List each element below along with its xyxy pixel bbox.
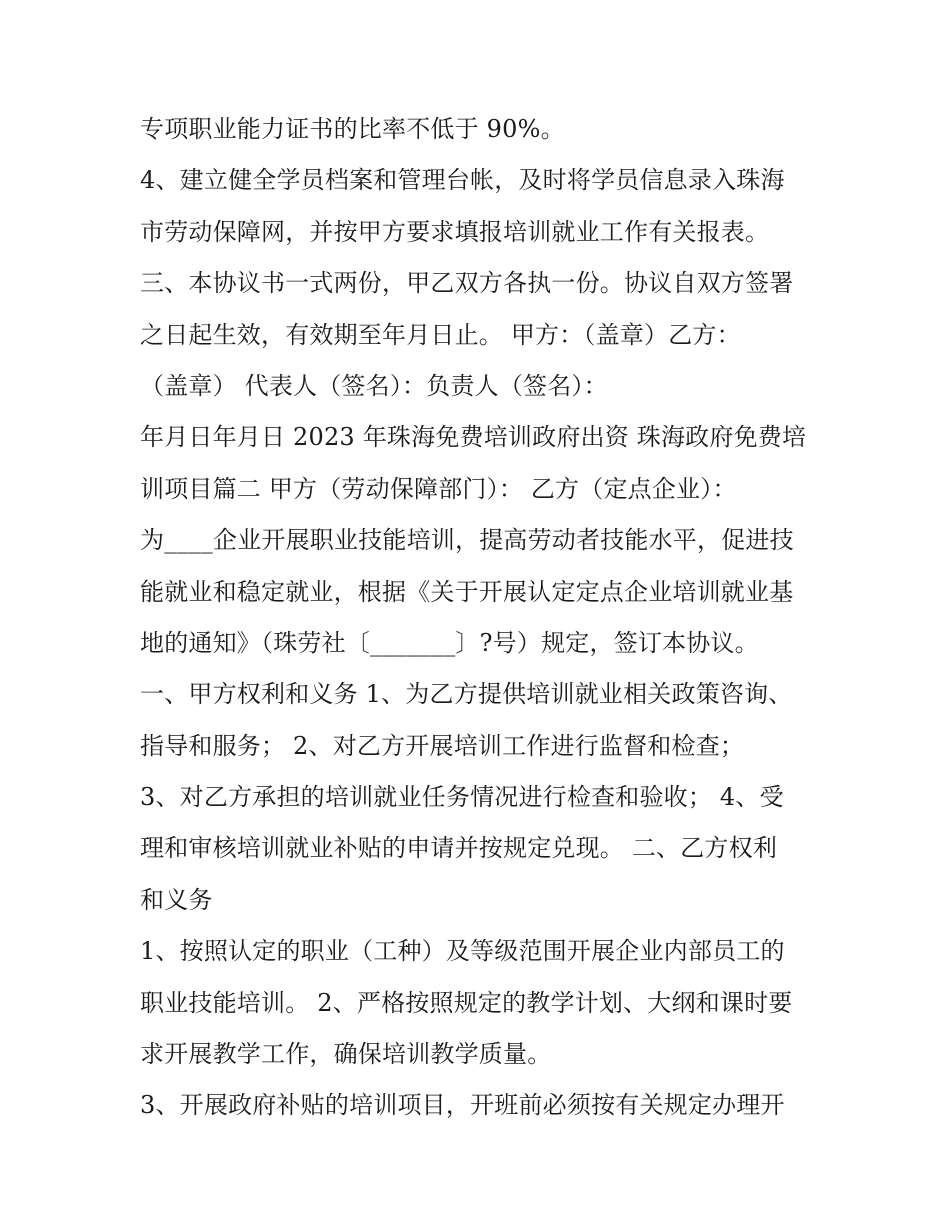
text-line: 三、本协议书一式两份，甲乙双方各执一份。协议自双方签署 bbox=[140, 269, 794, 298]
document-body bbox=[140, 104, 830, 1132]
text-line: （盖章） 代表人（签名）：负责人（签名）： bbox=[140, 371, 608, 400]
text-line: 求开展教学工作，确保培训教学质量。 bbox=[140, 1040, 552, 1069]
text-line: 职业技能培训。 2、严格按照规定的教学计划、大纲和课时要 bbox=[140, 988, 793, 1017]
text-line: 为____企业开展职业技能培训，提高劳动者技能水平，促进技 bbox=[140, 526, 794, 555]
text-line: 专项职业能力证书的比率不低于 90%。 bbox=[140, 115, 565, 143]
text-line: 4、建立健全学员档案和管理台帐，及时将学员信息录入珠海 bbox=[140, 166, 785, 195]
text-line: 3、开展政府补贴的培训项目，开班前必须按有关规定办理开 bbox=[140, 1091, 785, 1120]
text-line: 之日起生效，有效期至年月日止。 甲方：（盖章）乙方： bbox=[140, 320, 741, 349]
text-line: 能就业和稳定就业，根据《关于开展认定定点企业培训就业基 bbox=[140, 577, 794, 606]
text-line: 1、按照认定的职业（工种）及等级范围开展企业内部员工的 bbox=[140, 937, 785, 966]
text-line: 市劳动保障网，并按甲方要求填报培训就业工作有关报表。 bbox=[140, 217, 770, 246]
text-line: 一、甲方权利和义务 1、为乙方提供培训就业相关政策咨询、 bbox=[140, 680, 793, 709]
text-line: 指导和服务； 2、对乙方开展培训工作进行监督和检查； bbox=[140, 731, 745, 760]
text-line: 地的通知》（珠劳社〔_______〕?号）规定，签订本协议。 bbox=[140, 628, 759, 657]
text-line: 和义务 bbox=[140, 885, 213, 914]
text-line: 年月日年月日 2023 年珠海免费培训政府出资 珠海政府免费培 bbox=[140, 423, 807, 452]
text-line: 训项目篇二 甲方（劳动保障部门）： 乙方（定点企业）： bbox=[140, 474, 737, 503]
text-line: 理和审核培训就业补贴的申请并按规定兑现。 二、乙方权利 bbox=[140, 834, 778, 863]
text-line: 3、对乙方承担的培训就业任务情况进行检查和验收； 4、受 bbox=[140, 783, 784, 812]
